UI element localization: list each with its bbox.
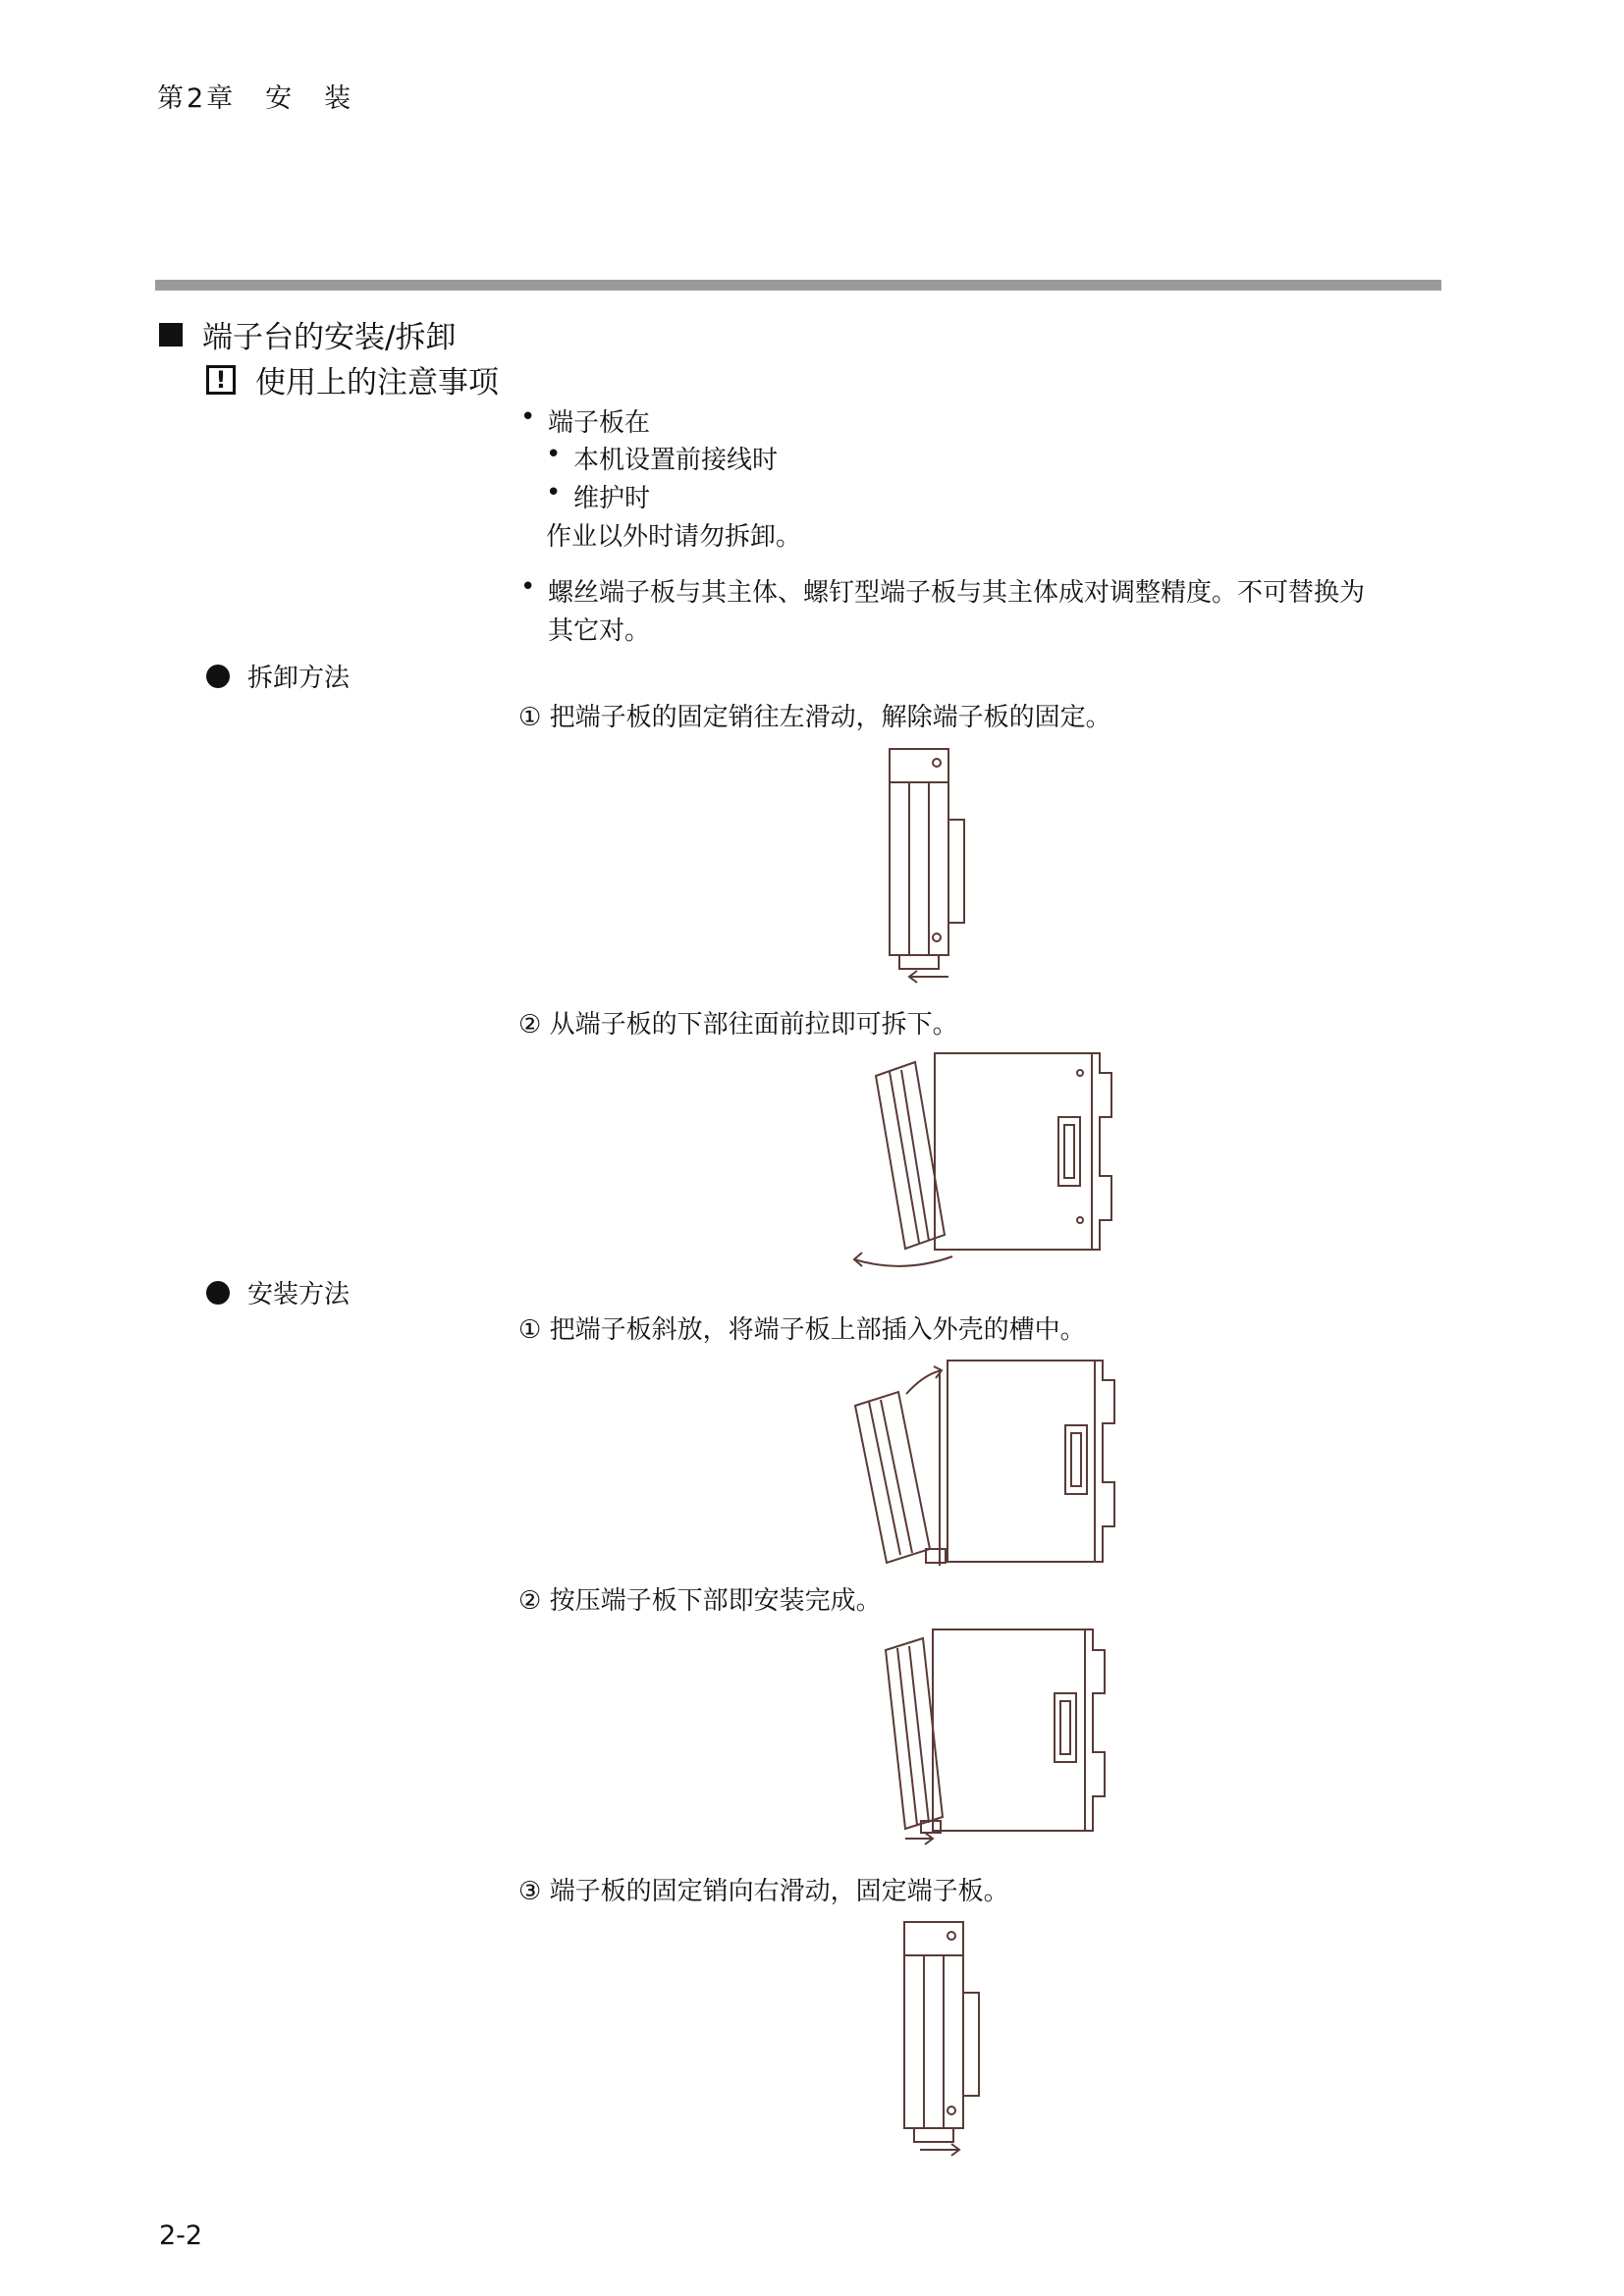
note-2-line-2: 其它对。 [548,616,651,646]
note-2-line-1: • 螺丝端子板与其主体、螺钉型端子板与其主体成对调整精度。不可替换为 [548,572,1365,609]
removal-step-2-figure [844,1048,1119,1279]
removal-title: 拆卸方法 [247,664,351,693]
caution-icon: ! [206,365,236,395]
note-1-end: 作业以外时请勿拆卸。 [546,522,802,552]
section-title: 端子台的安装/拆卸 [202,320,457,355]
section-heading [159,312,456,356]
square-bullet-icon [159,323,183,347]
circle-bullet-icon [206,665,230,688]
circle-bullet-icon [206,1281,230,1305]
install-step-3: ③ 端子板的固定销向右滑动，固定端子板。 [518,1877,1009,1906]
removal-step-1: ① 把端子板的固定销往左滑动，解除端子板的固定。 [518,703,1111,732]
removal-step-2: ② 从端子板的下部往面前拉即可拆下。 [518,1010,958,1040]
install-step-1: ① 把端子板斜放，将端子板上部插入外壳的槽中。 [518,1315,1086,1345]
install-step-3-figure [889,1914,997,2160]
chapter-header: 第2章 安 装 [157,83,354,114]
note-1-sub-2: • 维护时 [573,478,650,514]
caution-heading [206,357,499,401]
install-heading [206,1274,350,1310]
caution-title: 使用上的注意事项 [255,365,499,400]
removal-step-1-figure [874,741,982,987]
note-1-sub-1: • 本机设置前接线时 [573,440,778,476]
note-1-intro: • 端子板在 [548,402,650,439]
install-step-2-figure [835,1625,1110,1850]
section-divider [155,280,1441,291]
install-step-1-figure [830,1355,1124,1575]
removal-heading [206,658,350,694]
page-number: 2-2 [159,2220,203,2251]
install-title: 安装方法 [247,1280,351,1309]
install-step-2: ② 按压端子板下部即安装完成。 [518,1586,882,1616]
